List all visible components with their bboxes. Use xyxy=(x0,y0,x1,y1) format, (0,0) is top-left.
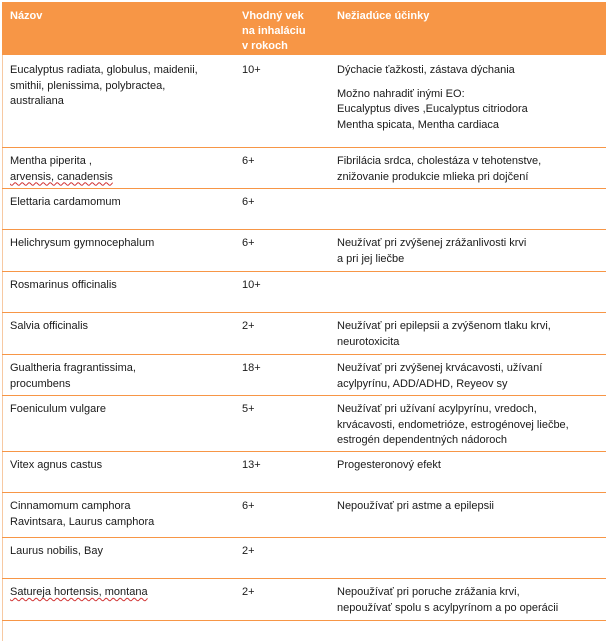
cell-name xyxy=(2,230,234,272)
table-row xyxy=(2,452,606,493)
name-line: australiana xyxy=(10,95,64,107)
cell-name xyxy=(2,396,234,452)
table-row xyxy=(2,272,606,313)
name-line: Salvia officinalis xyxy=(10,320,89,332)
cell-effects xyxy=(329,396,606,452)
name-line: procumbens xyxy=(10,377,71,390)
name-line: smithii, plenissima, polybractea, xyxy=(10,79,166,92)
cell-age xyxy=(234,579,329,621)
header-age xyxy=(234,2,329,55)
cell-age xyxy=(234,396,329,452)
effects-line: Neužívať pri zvýšenej zrážanlivosti krvi xyxy=(337,237,527,249)
table-row xyxy=(2,148,606,189)
cell-effects xyxy=(329,55,606,148)
age-value: 18+ xyxy=(242,362,261,374)
table-row xyxy=(2,355,606,396)
table-row xyxy=(2,313,606,355)
age-value: 5+ xyxy=(242,403,255,415)
effects-line: nepoužívať spolu s acylpyrínom a po operácii xyxy=(337,601,559,614)
age-value: 13+ xyxy=(242,459,261,471)
essential-oils-table-wrapper xyxy=(2,2,606,621)
cell-effects xyxy=(329,272,606,313)
age-value: 6+ xyxy=(242,155,255,167)
cell-name xyxy=(2,538,234,579)
header-name-label: Názov xyxy=(10,10,43,22)
cell-name xyxy=(2,189,234,230)
cell-effects xyxy=(329,230,606,272)
effects-line: znižovanie produkcie mlieka pri dojčení xyxy=(337,170,529,183)
cell-effects xyxy=(329,189,606,230)
cell-effects xyxy=(329,355,606,396)
name-line: Cinnamomum camphora xyxy=(10,500,131,512)
cell-effects xyxy=(329,579,606,621)
cell-name xyxy=(2,272,234,313)
cell-effects xyxy=(329,538,606,579)
effects-line: Nepoužívať pri poruche zrážania krvi, xyxy=(337,586,520,598)
cell-age xyxy=(234,538,329,579)
name-line: Foeniculum vulgare xyxy=(10,403,106,415)
essential-oils-table xyxy=(2,2,606,621)
table-row xyxy=(2,55,606,148)
name-line: Eucalyptus radiata, globulus, maidenii, xyxy=(10,64,198,76)
name-line: Helichrysum gymnocephalum xyxy=(10,237,155,249)
cell-age xyxy=(234,493,329,538)
cell-age xyxy=(234,55,329,148)
header-name xyxy=(2,2,234,55)
header-age-line: na inhaláciu xyxy=(242,25,306,37)
effects-line: neurotoxicita xyxy=(337,335,400,348)
cell-age xyxy=(234,313,329,355)
effects-line: Neužívať pri epilepsii a zvýšenom tlaku krvi, xyxy=(337,320,551,332)
name-line: Satureja hortensis, montana xyxy=(10,586,148,598)
effects-line: Neužívať pri užívaní acylpyrínu, vredoch, xyxy=(337,403,537,415)
name-line: Laurus nobilis, Bay xyxy=(10,545,103,557)
cell-effects xyxy=(329,313,606,355)
header-effects xyxy=(329,2,606,55)
table-header-row xyxy=(2,2,606,55)
cell-effects xyxy=(329,493,606,538)
effects-line: Progesteronový efekt xyxy=(337,459,441,471)
cell-name xyxy=(2,313,234,355)
effects-line: Dýchacie ťažkosti, zástava dýchania xyxy=(337,64,515,76)
name-line: Gualtheria fragrantissima, xyxy=(10,362,136,374)
age-value: 6+ xyxy=(242,237,255,249)
name-line: Vitex agnus castus xyxy=(10,459,103,471)
name-line: Mentha piperita , xyxy=(10,155,92,167)
effects-line: Fibrilácia srdca, cholestáza v tehotenstve, xyxy=(337,155,542,167)
age-value: 2+ xyxy=(242,586,255,598)
effects-line: a pri jej liečbe xyxy=(337,252,405,265)
cell-effects xyxy=(329,148,606,189)
name-line: Rosmarinus officinalis xyxy=(10,279,117,291)
cell-age xyxy=(234,189,329,230)
cell-age xyxy=(234,230,329,272)
age-value: 6+ xyxy=(242,196,255,208)
effects-line: acylpyrínu, ADD/ADHD, Reyeov sy xyxy=(337,377,508,390)
cell-age xyxy=(234,148,329,189)
age-value: 10+ xyxy=(242,279,261,291)
cell-age xyxy=(234,355,329,396)
age-value: 2+ xyxy=(242,320,255,332)
table-row xyxy=(2,189,606,230)
name-line: Elettaria cardamomum xyxy=(10,196,121,208)
header-effects-label: Nežiadúce účinky xyxy=(337,10,430,22)
age-value: 10+ xyxy=(242,64,261,76)
table-row xyxy=(2,230,606,272)
table-row xyxy=(2,538,606,579)
header-age-line: Vhodný vek xyxy=(242,10,304,22)
effects-line: Možno nahradiť inými EO: xyxy=(337,87,465,100)
cell-name xyxy=(2,579,234,621)
cell-name xyxy=(2,148,234,189)
age-value: 6+ xyxy=(242,500,255,512)
cell-name xyxy=(2,355,234,396)
cell-effects xyxy=(329,452,606,493)
effects-line: Eucalyptus dives ,Eucalyptus citriodora xyxy=(337,103,528,115)
age-value: 2+ xyxy=(242,545,255,557)
name-line: arvensis, canadensis xyxy=(10,170,113,183)
cell-age xyxy=(234,272,329,313)
name-line: Ravintsara, Laurus camphora xyxy=(10,515,155,528)
effects-line: Neužívať pri zvýšenej krvácavosti, užívaní xyxy=(337,362,543,374)
table-row xyxy=(2,493,606,538)
cell-name xyxy=(2,55,234,148)
effects-line: krvácavosti, endometrióze, estrogénovej liečbe, xyxy=(337,418,569,431)
table-row xyxy=(2,579,606,621)
cell-name xyxy=(2,493,234,538)
cell-age xyxy=(234,452,329,493)
table-row xyxy=(2,396,606,452)
effects-line: Nepoužívať pri astme a epilepsii xyxy=(337,500,494,512)
effects-line: Mentha spicata, Mentha cardiaca xyxy=(337,118,500,131)
cell-name xyxy=(2,452,234,493)
effects-line: estrogén dependentných nádoroch xyxy=(337,434,508,446)
header-age-line: v rokoch xyxy=(242,40,288,52)
